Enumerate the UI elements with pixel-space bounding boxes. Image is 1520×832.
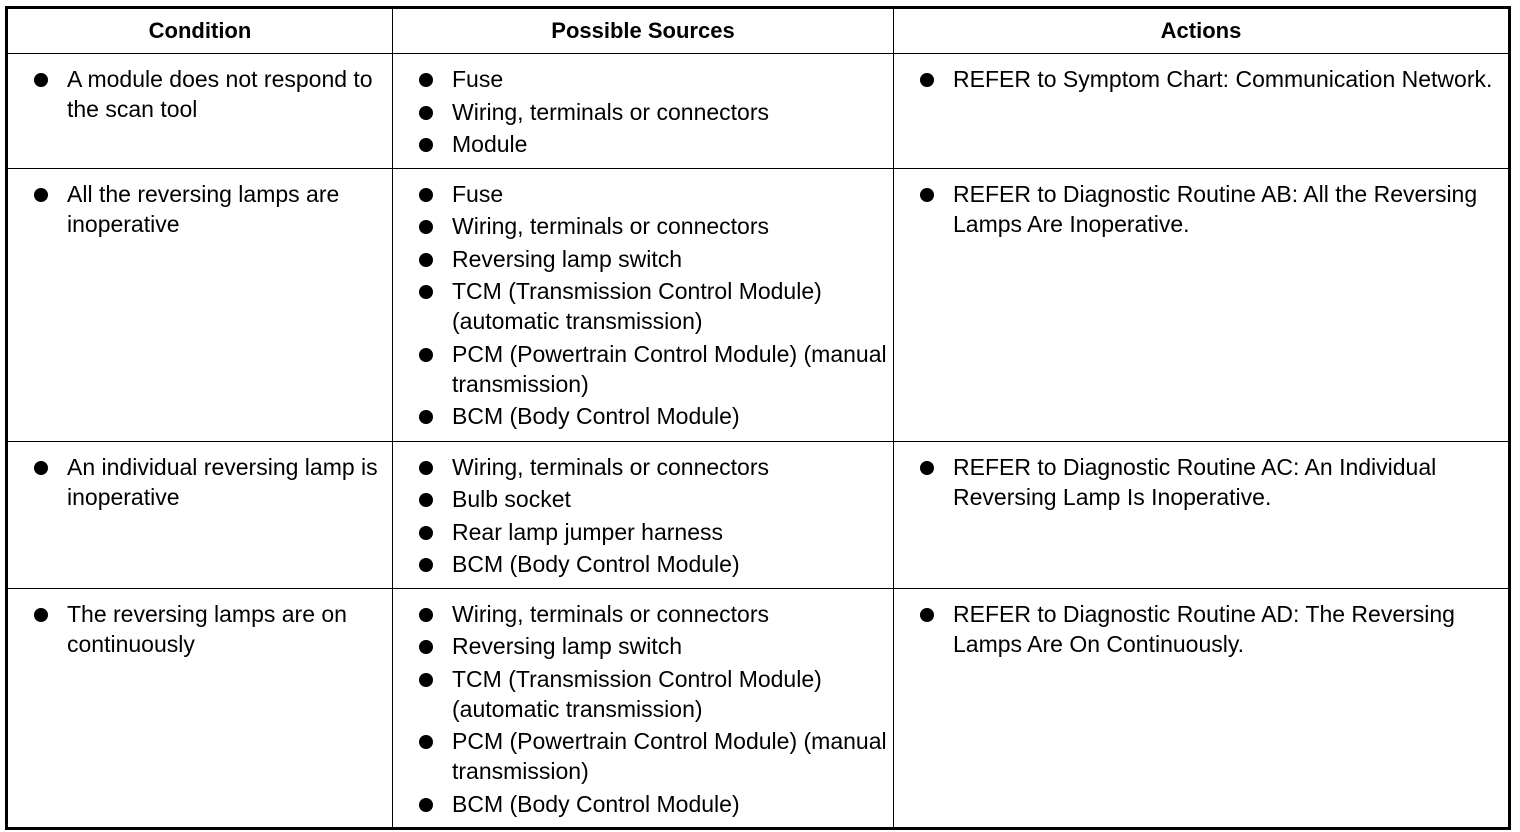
symptom-chart-table xyxy=(5,6,1511,830)
actions-cell xyxy=(894,168,1510,441)
sources-cell xyxy=(393,441,894,588)
bullet-icon xyxy=(419,73,433,87)
table-row xyxy=(7,54,1510,169)
bullet-icon xyxy=(419,608,433,622)
sources-cell xyxy=(393,168,894,441)
actions-cell xyxy=(894,441,1510,588)
bullet-icon xyxy=(419,188,433,202)
table-row xyxy=(7,168,1510,441)
list-item xyxy=(417,549,887,579)
bullet-icon xyxy=(419,526,433,540)
source-text: Fuse xyxy=(452,66,504,92)
bullet-icon xyxy=(419,106,433,120)
list-item xyxy=(417,211,887,241)
source-text: BCM (Body Control Module) xyxy=(452,551,740,577)
condition-cell xyxy=(7,168,393,441)
bullet-icon xyxy=(419,493,433,507)
bullet-icon xyxy=(920,608,934,622)
table-row xyxy=(7,441,1510,588)
source-text: Rear lamp jumper harness xyxy=(452,518,724,545)
condition-cell xyxy=(7,441,393,588)
bullet-icon xyxy=(419,138,433,152)
bullet-icon xyxy=(920,188,934,202)
list-item xyxy=(32,452,386,512)
header-possible-sources: Possible Sources xyxy=(393,8,894,54)
bullet-icon xyxy=(419,220,433,234)
header-condition: Condition xyxy=(7,8,393,54)
source-text: Reversing lamp switch xyxy=(452,245,683,272)
actions-cell xyxy=(894,54,1510,169)
list-item xyxy=(417,599,887,629)
bullet-icon xyxy=(419,348,433,362)
list-item xyxy=(417,339,887,399)
list-item xyxy=(32,599,386,659)
source-text: Reversing lamp switch xyxy=(452,633,683,659)
header-actions: Actions xyxy=(894,8,1510,54)
bullet-icon xyxy=(34,608,48,622)
list-item xyxy=(417,97,887,127)
list-item xyxy=(417,129,887,159)
header-row xyxy=(7,8,1510,54)
list-item xyxy=(417,276,887,336)
condition-cell xyxy=(7,54,393,169)
sources-cell xyxy=(393,588,894,829)
bullet-icon xyxy=(419,461,433,475)
bullet-icon xyxy=(419,640,433,654)
list-item xyxy=(417,64,887,94)
condition-text: A module does not respond to the scan tool xyxy=(67,66,373,122)
source-text: BCM (Body Control Module) xyxy=(452,790,740,817)
bullet-icon xyxy=(419,410,433,424)
bullet-icon xyxy=(920,73,934,87)
source-text: PCM (Powertrain Control Module) (manual transmission) xyxy=(452,728,887,784)
list-item xyxy=(417,517,887,547)
bullet-icon xyxy=(34,188,48,202)
bullet-icon xyxy=(419,558,433,572)
list-item xyxy=(32,179,386,239)
source-text: TCM (Transmission Control Module) (automatic transmission) xyxy=(452,665,822,722)
list-item xyxy=(417,244,887,274)
source-text: Wiring, terminals or connectors xyxy=(452,213,769,239)
source-text: Bulb socket xyxy=(452,486,571,512)
source-text: Wiring, terminals or connectors xyxy=(452,453,769,480)
bullet-icon xyxy=(920,461,934,475)
actions-cell xyxy=(894,588,1510,829)
list-item xyxy=(918,64,1502,94)
action-text: REFER to Diagnostic Routine AC: An Individual Reversing Lamp Is Inoperative. xyxy=(953,453,1437,510)
list-item xyxy=(417,401,887,431)
source-text: Module xyxy=(452,131,528,157)
list-item xyxy=(417,179,887,209)
source-text: BCM (Body Control Module) xyxy=(452,403,740,429)
condition-text: An individual reversing lamp is inoperative xyxy=(67,453,378,510)
source-text: TCM (Transmission Control Module) (automatic transmission) xyxy=(452,278,822,334)
source-text: Fuse xyxy=(452,180,504,207)
bullet-icon xyxy=(419,285,433,299)
list-item xyxy=(417,726,887,786)
bullet-icon xyxy=(419,798,433,812)
source-text: PCM (Powertrain Control Module) (manual transmission) xyxy=(452,340,887,397)
bullet-icon xyxy=(419,673,433,687)
bullet-icon xyxy=(34,461,48,475)
action-text: REFER to Symptom Chart: Communication Network. xyxy=(953,66,1493,92)
bullet-icon xyxy=(419,253,433,267)
bullet-icon xyxy=(34,73,48,87)
action-text: REFER to Diagnostic Routine AB: All the Reversing Lamps Are Inoperative. xyxy=(953,180,1478,237)
list-item xyxy=(417,452,887,482)
list-item xyxy=(32,64,386,124)
list-item xyxy=(417,789,887,819)
list-item xyxy=(918,179,1502,239)
action-text: REFER to Diagnostic Routine AD: The Reversing Lamps Are On Continuously. xyxy=(953,600,1455,657)
bullet-icon xyxy=(419,735,433,749)
sources-cell xyxy=(393,54,894,169)
condition-cell xyxy=(7,588,393,829)
source-text: Wiring, terminals or connectors xyxy=(452,600,769,627)
list-item xyxy=(417,664,887,724)
list-item xyxy=(918,599,1502,659)
list-item xyxy=(918,452,1502,512)
condition-text: The reversing lamps are on continuously xyxy=(67,600,347,657)
condition-text: All the reversing lamps are inoperative xyxy=(67,180,340,237)
list-item xyxy=(417,484,887,514)
table-row xyxy=(7,588,1510,829)
source-text: Wiring, terminals or connectors xyxy=(452,98,769,125)
list-item xyxy=(417,631,887,661)
